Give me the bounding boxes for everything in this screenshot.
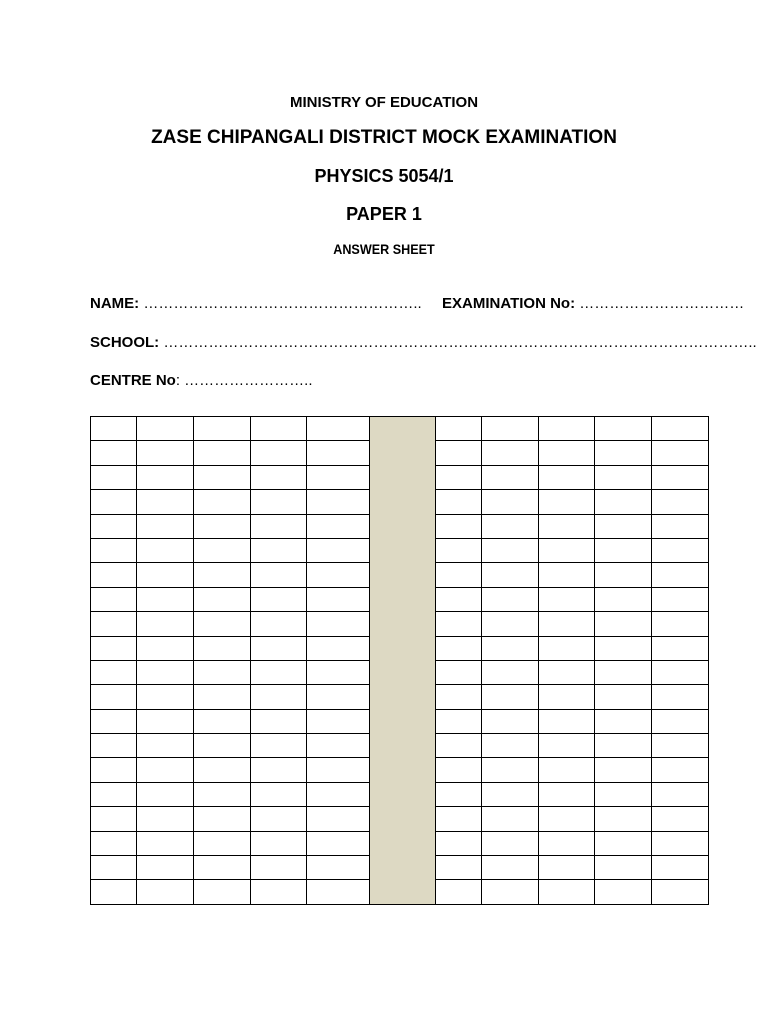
answer-cell[interactable] bbox=[482, 831, 539, 855]
answer-cell[interactable] bbox=[539, 660, 595, 684]
answer-cell[interactable] bbox=[539, 734, 595, 758]
answer-cell[interactable] bbox=[137, 660, 194, 684]
answer-cell[interactable] bbox=[137, 465, 194, 489]
answer-cell[interactable] bbox=[307, 685, 370, 709]
answer-cell[interactable] bbox=[652, 831, 709, 855]
answer-cell[interactable] bbox=[137, 782, 194, 806]
answer-cell[interactable] bbox=[194, 490, 251, 514]
answer-cell[interactable] bbox=[482, 709, 539, 733]
answer-cell[interactable] bbox=[137, 709, 194, 733]
answer-cell[interactable] bbox=[307, 441, 370, 465]
answer-cell[interactable] bbox=[539, 709, 595, 733]
answer-cell[interactable] bbox=[137, 831, 194, 855]
answer-cell[interactable] bbox=[91, 807, 137, 831]
answer-cell[interactable] bbox=[482, 490, 539, 514]
answer-cell[interactable] bbox=[482, 758, 539, 782]
answer-cell[interactable] bbox=[436, 587, 482, 611]
answer-cell[interactable] bbox=[91, 587, 137, 611]
answer-cell[interactable] bbox=[652, 880, 709, 905]
answer-cell[interactable] bbox=[595, 782, 652, 806]
answer-cell[interactable] bbox=[251, 856, 307, 880]
answer-cell[interactable] bbox=[307, 856, 370, 880]
answer-cell[interactable] bbox=[595, 587, 652, 611]
answer-cell[interactable] bbox=[539, 490, 595, 514]
answer-cell[interactable] bbox=[137, 441, 194, 465]
answer-cell[interactable] bbox=[595, 856, 652, 880]
answer-cell[interactable] bbox=[194, 465, 251, 489]
answer-cell[interactable] bbox=[436, 782, 482, 806]
answer-cell[interactable] bbox=[137, 514, 194, 538]
answer-cell[interactable] bbox=[137, 685, 194, 709]
answer-cell[interactable] bbox=[436, 563, 482, 587]
answer-cell[interactable] bbox=[595, 636, 652, 660]
answer-cell[interactable] bbox=[307, 807, 370, 831]
centre-label: CENTRE No bbox=[90, 372, 176, 389]
answer-cell[interactable] bbox=[652, 465, 709, 489]
answer-cell[interactable] bbox=[436, 831, 482, 855]
answer-cell[interactable] bbox=[251, 465, 307, 489]
answer-cell[interactable] bbox=[652, 563, 709, 587]
answer-cell[interactable] bbox=[251, 417, 307, 441]
answer-cell[interactable] bbox=[251, 636, 307, 660]
answer-cell[interactable] bbox=[482, 587, 539, 611]
answer-cell[interactable] bbox=[539, 807, 595, 831]
answer-cell[interactable] bbox=[194, 807, 251, 831]
answer-cell[interactable] bbox=[251, 831, 307, 855]
answer-cell[interactable] bbox=[482, 807, 539, 831]
answer-cell[interactable] bbox=[482, 514, 539, 538]
answer-cell[interactable] bbox=[482, 417, 539, 441]
answer-cell[interactable] bbox=[91, 563, 137, 587]
answer-cell[interactable] bbox=[307, 490, 370, 514]
answer-cell[interactable] bbox=[91, 465, 137, 489]
answer-cell[interactable] bbox=[251, 709, 307, 733]
answer-cell[interactable] bbox=[194, 587, 251, 611]
answer-cell[interactable] bbox=[436, 734, 482, 758]
answer-cell[interactable] bbox=[652, 417, 709, 441]
answer-cell[interactable] bbox=[436, 514, 482, 538]
answer-cell[interactable] bbox=[652, 612, 709, 636]
answer-cell[interactable] bbox=[482, 563, 539, 587]
answer-cell[interactable] bbox=[251, 612, 307, 636]
answer-cell[interactable] bbox=[251, 880, 307, 905]
answer-cell[interactable] bbox=[194, 782, 251, 806]
answer-cell[interactable] bbox=[595, 880, 652, 905]
answer-cell[interactable] bbox=[194, 758, 251, 782]
answer-cell[interactable] bbox=[436, 490, 482, 514]
answer-cell[interactable] bbox=[482, 856, 539, 880]
answer-cell[interactable] bbox=[436, 465, 482, 489]
answer-cell[interactable] bbox=[137, 856, 194, 880]
answer-cell[interactable] bbox=[137, 807, 194, 831]
answer-cell[interactable] bbox=[194, 734, 251, 758]
answer-cell[interactable] bbox=[595, 612, 652, 636]
answer-cell[interactable] bbox=[194, 685, 251, 709]
answer-cell[interactable] bbox=[652, 856, 709, 880]
answer-grid bbox=[90, 416, 709, 905]
answer-cell[interactable] bbox=[595, 734, 652, 758]
answer-cell[interactable] bbox=[539, 758, 595, 782]
answer-cell[interactable] bbox=[251, 758, 307, 782]
subject-heading: PHYSICS 5054/1 bbox=[314, 166, 454, 186]
answer-cell[interactable] bbox=[137, 563, 194, 587]
answer-cell[interactable] bbox=[194, 563, 251, 587]
answer-cell[interactable] bbox=[652, 514, 709, 538]
answer-cell[interactable] bbox=[307, 660, 370, 684]
answer-cell[interactable] bbox=[137, 612, 194, 636]
answer-cell[interactable] bbox=[595, 807, 652, 831]
answer-cell[interactable] bbox=[652, 709, 709, 733]
answer-cell[interactable] bbox=[251, 587, 307, 611]
answer-cell[interactable] bbox=[595, 685, 652, 709]
answer-cell[interactable] bbox=[307, 709, 370, 733]
answer-cell[interactable] bbox=[595, 417, 652, 441]
answer-cell[interactable] bbox=[137, 880, 194, 905]
answer-cell[interactable] bbox=[652, 538, 709, 562]
answer-cell[interactable] bbox=[595, 490, 652, 514]
answer-cell[interactable] bbox=[251, 807, 307, 831]
answer-cell[interactable] bbox=[436, 856, 482, 880]
answer-cell[interactable] bbox=[652, 490, 709, 514]
answer-cell[interactable] bbox=[539, 685, 595, 709]
answer-cell[interactable] bbox=[137, 636, 194, 660]
answer-cell[interactable] bbox=[91, 660, 137, 684]
answer-cell[interactable] bbox=[652, 782, 709, 806]
answer-cell[interactable] bbox=[652, 807, 709, 831]
answer-cell[interactable] bbox=[652, 441, 709, 465]
answer-cell[interactable] bbox=[436, 612, 482, 636]
answer-cell[interactable] bbox=[251, 441, 307, 465]
answer-cell[interactable] bbox=[194, 538, 251, 562]
answer-cell[interactable] bbox=[194, 831, 251, 855]
answer-cell[interactable] bbox=[595, 441, 652, 465]
answer-cell[interactable] bbox=[482, 734, 539, 758]
answer-cell[interactable] bbox=[91, 417, 137, 441]
answer-cell[interactable] bbox=[194, 880, 251, 905]
answer-cell[interactable] bbox=[91, 612, 137, 636]
answer-cell[interactable] bbox=[652, 758, 709, 782]
school-line bbox=[90, 334, 757, 351]
ministry-heading: MINISTRY OF EDUCATION bbox=[289, 94, 479, 111]
answer-cell[interactable] bbox=[251, 685, 307, 709]
answer-cell[interactable] bbox=[307, 465, 370, 489]
answer-cell[interactable] bbox=[91, 514, 137, 538]
answer-cell[interactable] bbox=[137, 587, 194, 611]
answer-cell[interactable] bbox=[436, 685, 482, 709]
answer-cell[interactable] bbox=[307, 782, 370, 806]
answer-cell[interactable] bbox=[436, 709, 482, 733]
answer-cell[interactable] bbox=[436, 807, 482, 831]
answer-cell[interactable] bbox=[137, 538, 194, 562]
answer-cell[interactable] bbox=[539, 441, 595, 465]
exam-title: ZASE CHIPANGALI DISTRICT MOCK EXAMINATION bbox=[151, 127, 617, 148]
answer-cell[interactable] bbox=[652, 685, 709, 709]
answer-cell[interactable] bbox=[652, 734, 709, 758]
answer-cell[interactable] bbox=[194, 660, 251, 684]
name-field[interactable]: ……………………………………………….. bbox=[143, 295, 422, 312]
answer-cell[interactable] bbox=[137, 417, 194, 441]
answer-cell[interactable] bbox=[137, 758, 194, 782]
answer-cell[interactable] bbox=[539, 587, 595, 611]
answer-cell[interactable] bbox=[251, 538, 307, 562]
answer-cell[interactable] bbox=[539, 465, 595, 489]
answer-cell[interactable] bbox=[539, 563, 595, 587]
answer-cell[interactable] bbox=[307, 587, 370, 611]
answer-cell[interactable] bbox=[482, 685, 539, 709]
exam-number-field[interactable]: …………………………… bbox=[579, 295, 745, 312]
answer-cell[interactable] bbox=[194, 417, 251, 441]
answer-cell[interactable] bbox=[539, 514, 595, 538]
answer-cell[interactable] bbox=[595, 709, 652, 733]
answer-cell[interactable] bbox=[482, 660, 539, 684]
centre-line bbox=[90, 372, 313, 389]
name-line bbox=[90, 295, 744, 312]
answer-cell[interactable] bbox=[91, 758, 137, 782]
answer-cell[interactable] bbox=[91, 782, 137, 806]
answer-cell[interactable] bbox=[436, 758, 482, 782]
name-label: NAME: bbox=[90, 295, 140, 312]
answer-cell[interactable] bbox=[137, 490, 194, 514]
school-field[interactable]: ……………………………………………………………………………………………………….. bbox=[163, 334, 757, 351]
answer-cell[interactable] bbox=[595, 563, 652, 587]
answer-cell[interactable] bbox=[194, 856, 251, 880]
answer-cell[interactable] bbox=[194, 709, 251, 733]
answer-cell[interactable] bbox=[482, 636, 539, 660]
answer-cell[interactable] bbox=[595, 538, 652, 562]
answer-cell[interactable] bbox=[91, 685, 137, 709]
answer-cell[interactable] bbox=[652, 636, 709, 660]
answer-cell[interactable] bbox=[436, 417, 482, 441]
answer-cell[interactable] bbox=[307, 880, 370, 905]
answer-cell[interactable] bbox=[91, 636, 137, 660]
answer-cell[interactable] bbox=[539, 417, 595, 441]
answer-cell[interactable] bbox=[91, 490, 137, 514]
answer-cell[interactable] bbox=[194, 612, 251, 636]
answer-cell[interactable] bbox=[137, 734, 194, 758]
answer-cell[interactable] bbox=[307, 831, 370, 855]
answer-cell[interactable] bbox=[539, 856, 595, 880]
answer-cell[interactable] bbox=[436, 441, 482, 465]
answer-cell[interactable] bbox=[482, 782, 539, 806]
answer-cell[interactable] bbox=[194, 636, 251, 660]
answer-cell[interactable] bbox=[307, 636, 370, 660]
answer-cell[interactable] bbox=[91, 538, 137, 562]
answer-cell[interactable] bbox=[595, 514, 652, 538]
grid-row bbox=[91, 417, 709, 441]
separator-column bbox=[370, 417, 436, 905]
answer-cell[interactable] bbox=[539, 782, 595, 806]
answer-cell[interactable] bbox=[595, 758, 652, 782]
answer-cell[interactable] bbox=[436, 660, 482, 684]
school-label: SCHOOL: bbox=[90, 334, 160, 351]
centre-field[interactable]: : …………………….. bbox=[175, 372, 313, 389]
answer-cell[interactable] bbox=[595, 660, 652, 684]
answer-cell[interactable] bbox=[652, 587, 709, 611]
answer-cell[interactable] bbox=[482, 538, 539, 562]
answer-cell[interactable] bbox=[91, 441, 137, 465]
answer-cell[interactable] bbox=[595, 831, 652, 855]
answer-cell[interactable] bbox=[251, 490, 307, 514]
paper-heading: PAPER 1 bbox=[346, 204, 422, 224]
exam-number-label: EXAMINATION No: bbox=[442, 295, 576, 312]
answer-cell[interactable] bbox=[91, 734, 137, 758]
answer-cell[interactable] bbox=[539, 880, 595, 905]
answer-cell[interactable] bbox=[194, 441, 251, 465]
answer-cell[interactable] bbox=[251, 734, 307, 758]
answer-cell[interactable] bbox=[482, 612, 539, 636]
answer-cell[interactable] bbox=[652, 660, 709, 684]
answer-cell[interactable] bbox=[539, 538, 595, 562]
answer-cell[interactable] bbox=[307, 612, 370, 636]
answer-cell[interactable] bbox=[482, 880, 539, 905]
answer-cell[interactable] bbox=[251, 563, 307, 587]
answer-cell[interactable] bbox=[307, 758, 370, 782]
answer-cell[interactable] bbox=[539, 636, 595, 660]
answer-cell[interactable] bbox=[251, 660, 307, 684]
answer-cell[interactable] bbox=[595, 465, 652, 489]
answer-cell[interactable] bbox=[91, 709, 137, 733]
answer-cell[interactable] bbox=[91, 880, 137, 905]
answer-cell[interactable] bbox=[307, 417, 370, 441]
answer-cell[interactable] bbox=[539, 612, 595, 636]
answer-cell[interactable] bbox=[307, 734, 370, 758]
answer-cell[interactable] bbox=[482, 441, 539, 465]
answer-cell[interactable] bbox=[307, 538, 370, 562]
answer-cell[interactable] bbox=[436, 538, 482, 562]
answer-cell[interactable] bbox=[539, 831, 595, 855]
answer-cell[interactable] bbox=[91, 831, 137, 855]
answer-sheet-heading: ANSWER SHEET bbox=[333, 241, 435, 257]
answer-cell[interactable] bbox=[251, 514, 307, 538]
answer-cell[interactable] bbox=[307, 563, 370, 587]
answer-cell[interactable] bbox=[436, 880, 482, 905]
answer-cell[interactable] bbox=[91, 856, 137, 880]
answer-cell[interactable] bbox=[482, 465, 539, 489]
answer-cell[interactable] bbox=[251, 782, 307, 806]
answer-cell[interactable] bbox=[307, 514, 370, 538]
answer-cell[interactable] bbox=[436, 636, 482, 660]
answer-cell[interactable] bbox=[194, 514, 251, 538]
